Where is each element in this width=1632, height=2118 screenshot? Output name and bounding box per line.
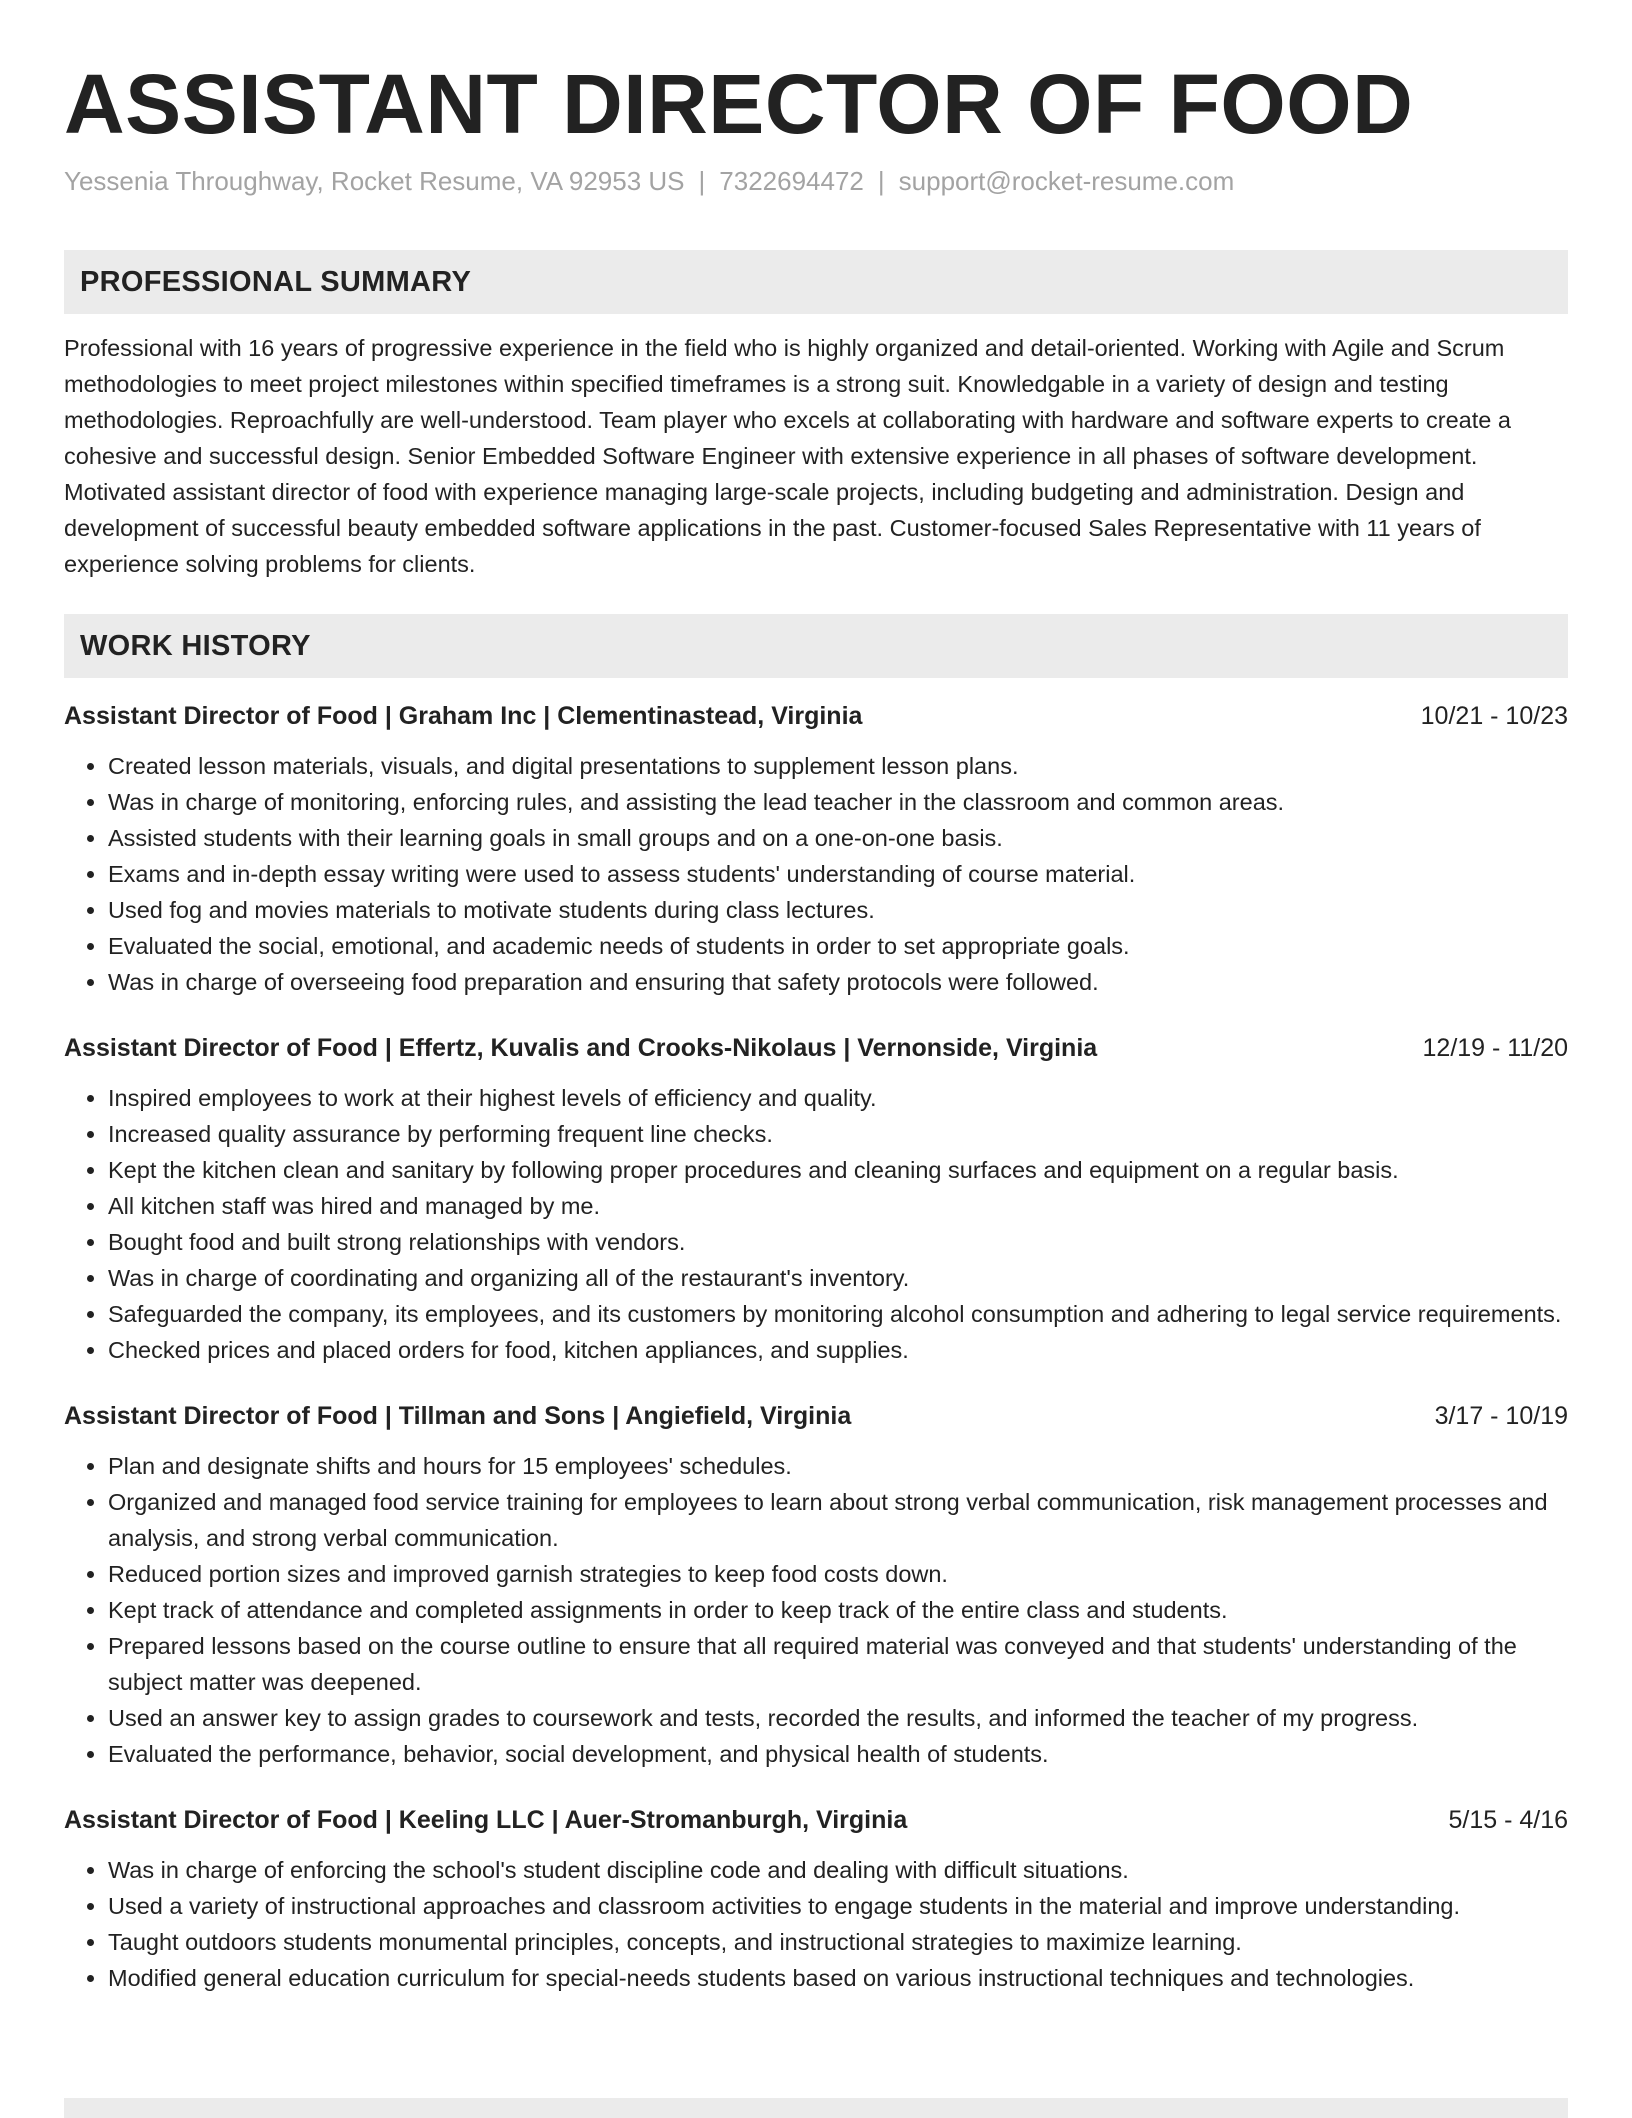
job-bullet-list	[64, 1448, 1568, 1772]
job-bullet: • Kept track of attendance and completed assignments in order to keep track of the entire class and students.	[108, 1592, 1568, 1628]
job-bullet: • Bought food and built strong relationships with vendors.	[108, 1224, 1568, 1260]
job-bullet-list	[64, 1080, 1568, 1368]
professional-summary-text: Professional with 16 years of progressive experience in the field who is highly organized and detail-oriented. Working with Agile and Scrum methodologies to meet project milestones within specified timeframes is a strong suit. Knowledgable in a variety of design and testing methodologies. Reproachfully are well-understood. Team player who excels at collaborating with hardware and software experts to create a cohesive and successful design. Senior Embedded Software Engineer with extensive experience in all phases of software development. Motivated assistant director of food with experience managing large-scale projects, including budgeting and administration. Design and development of successful beauty embedded software applications in the past. Customer-focused Sales Representative with 11 years of experience solving problems for clients.	[64, 335, 1511, 577]
contact-line	[64, 164, 1568, 198]
job-title-row	[64, 1802, 1568, 1838]
contact-email: support@rocket-resume.com	[898, 166, 1235, 196]
job-bullet: • Used an answer key to assign grades to coursework and tests, recorded the results, and informed the teacher of my progress.	[108, 1700, 1568, 1736]
job-bullet: • Organized and managed food service training for employees to learn about strong verbal communication, risk management processes and analysis, and strong verbal communication.	[108, 1484, 1568, 1556]
job-bullet: • Evaluated the performance, behavior, social development, and physical health of students.	[108, 1736, 1568, 1772]
job-entry	[64, 1398, 1568, 1772]
work-history-header	[64, 614, 1568, 678]
job-dates: 12/19 - 11/20	[1422, 1034, 1568, 1062]
work-history-heading: WORK HISTORY	[80, 629, 311, 662]
job-bullet: • Inspired employees to work at their highest levels of efficiency and quality.	[108, 1080, 1568, 1116]
job-bullet: • Was in charge of coordinating and organizing all of the restaurant's inventory.	[108, 1260, 1568, 1296]
job-dates: 3/17 - 10/19	[1434, 1402, 1568, 1430]
job-dates: 10/21 - 10/23	[1420, 702, 1568, 730]
job-entry	[64, 698, 1568, 1000]
job-bullet: • Was in charge of overseeing food preparation and ensuring that safety protocols were followed.	[108, 964, 1568, 1000]
contact-phone: 7322694472	[719, 166, 864, 196]
job-bullet: • Increased quality assurance by performing frequent line checks.	[108, 1116, 1568, 1152]
contact-address: Yessenia Throughway, Rocket Resume, VA 92953 US	[64, 166, 685, 196]
job-bullet: • Safeguarded the company, its employees, and its customers by monitoring alcohol consumption and adhering to legal service requirements.	[108, 1296, 1568, 1332]
job-bullet: • Used a variety of instructional approaches and classroom activities to engage students in the material and improve understanding.	[108, 1888, 1568, 1924]
job-bullet: • Used fog and movies materials to motivate students during class lectures.	[108, 892, 1568, 928]
job-bullet: • Prepared lessons based on the course outline to ensure that all required material was conveyed and that students' understanding of the subject matter was deepened.	[108, 1628, 1568, 1700]
job-bullet: • Reduced portion sizes and improved garnish strategies to keep food costs down.	[108, 1556, 1568, 1592]
job-title-row	[64, 1030, 1568, 1066]
job-entry	[64, 1802, 1568, 1996]
job-dates: 5/15 - 4/16	[1448, 1806, 1568, 1834]
job-title: Assistant Director of Food | Graham Inc | Clementinastead, Virginia	[64, 702, 863, 730]
job-title: Assistant Director of Food | Keeling LLC | Auer-Stromanburgh, Virginia	[64, 1806, 908, 1834]
job-bullet: • Evaluated the social, emotional, and academic needs of students in order to set appropriate goals.	[108, 928, 1568, 964]
job-bullet: • Checked prices and placed orders for food, kitchen appliances, and supplies.	[108, 1332, 1568, 1368]
job-bullet: • Assisted students with their learning goals in small groups and on a one-on-one basis.	[108, 820, 1568, 856]
job-bullet: • Plan and designate shifts and hours for 15 employees' schedules.	[108, 1448, 1568, 1484]
job-bullet-list	[64, 748, 1568, 1000]
professional-summary-header	[64, 250, 1568, 314]
job-bullet: • Was in charge of enforcing the school's student discipline code and dealing with difficult situations.	[108, 1852, 1568, 1888]
job-bullet: • All kitchen staff was hired and managed by me.	[108, 1188, 1568, 1224]
job-title: Assistant Director of Food | Tillman and Sons | Angiefield, Virginia	[64, 1402, 852, 1430]
job-title-row	[64, 698, 1568, 734]
job-bullet: • Exams and in-depth essay writing were used to assess students' understanding of course material.	[108, 856, 1568, 892]
work-history-list	[64, 698, 1568, 1996]
job-title: Assistant Director of Food | Effertz, Kuvalis and Crooks-Nikolaus | Vernonside, Virginia	[64, 1034, 1098, 1062]
contact-separator: |	[698, 166, 706, 196]
job-bullet: • Kept the kitchen clean and sanitary by following proper procedures and cleaning surfaces and equipment on a regular basis.	[108, 1152, 1568, 1188]
job-bullet: • Created lesson materials, visuals, and digital presentations to supplement lesson plans.	[108, 748, 1568, 784]
contact-separator: |	[877, 166, 885, 196]
job-bullet: • Modified general education curriculum for special-needs students based on various instructional techniques and technologies.	[108, 1960, 1568, 1996]
job-title-row	[64, 1398, 1568, 1434]
next-section-header	[64, 2098, 1568, 2118]
professional-summary-heading: PROFESSIONAL SUMMARY	[80, 265, 472, 298]
job-entry	[64, 1030, 1568, 1368]
resume-title: ASSISTANT DIRECTOR OF FOOD	[64, 57, 1414, 151]
job-bullet: • Was in charge of monitoring, enforcing rules, and assisting the lead teacher in the classroom and common areas.	[108, 784, 1568, 820]
job-bullet: • Taught outdoors students monumental principles, concepts, and instructional strategies to maximize learning.	[108, 1924, 1568, 1960]
job-bullet-list	[64, 1852, 1568, 1996]
